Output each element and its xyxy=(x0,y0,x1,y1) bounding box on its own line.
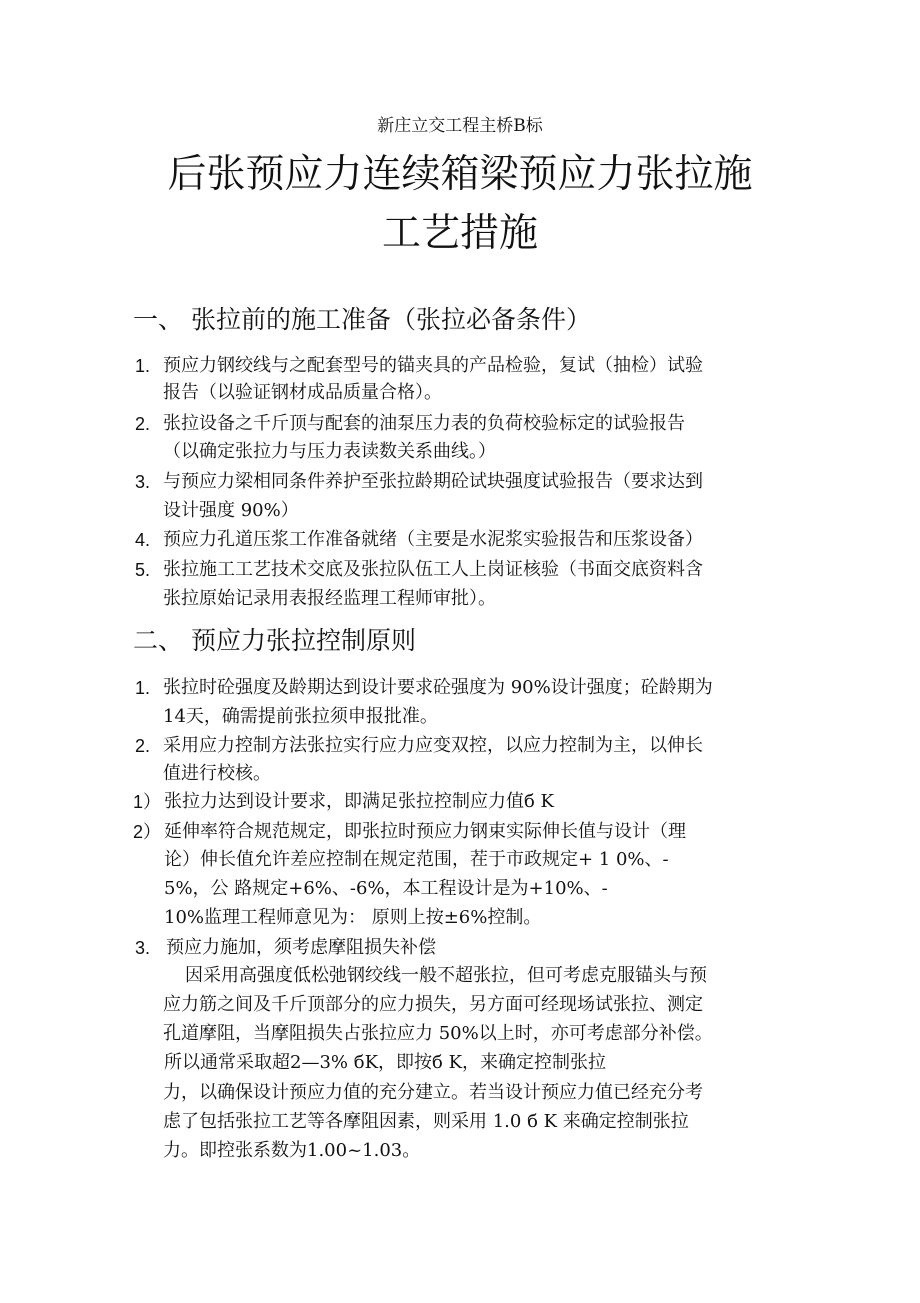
list-item-text: 设计强度 90%） xyxy=(163,500,299,521)
paragraph-line: 力。即控张系数为1.00~1.03。 xyxy=(163,1140,421,1161)
document-subtitle: 新庄立交工程主桥B标 xyxy=(377,116,543,136)
list-item-number: 3. xyxy=(135,472,151,492)
paragraph-line: 孔道摩阻，当摩阻损失占张拉应力 50%以上时，亦可考虑部分补偿。 xyxy=(163,1023,713,1044)
list-item-text: 延伸率符合规范规定，即张拉时预应力钢束实际伸长值与设计（理 xyxy=(164,821,686,842)
list-item-text: 5%，公 路规定+6%、-6%，本工程设计是为+10%、- xyxy=(164,878,608,899)
list-item-text: 14天，确需提前张拉须申报批准。 xyxy=(163,706,438,727)
list-item-number: 3. xyxy=(135,938,151,958)
list-item-text: 张拉力达到设计要求，即满足张拉控制应力值б K xyxy=(164,791,555,812)
list-item-number: 2. xyxy=(135,736,151,756)
document-title-line-1: 后张预应力连续箱梁预应力张拉施 xyxy=(167,152,753,197)
list-item-text: 论）伸长值允许差应控制在规定范围，茬于市政规定+ 1 0%、- xyxy=(164,849,669,870)
paragraph-line: 力，以确保设计预应力值的充分建立。若当设计预应力值已经充分考 xyxy=(163,1082,703,1103)
list-item-text: 报告（以验证钢材成品质量合格）。 xyxy=(163,382,442,403)
document-title-line-2: 工艺措施 xyxy=(381,211,538,256)
list-item-number: 5. xyxy=(135,560,151,580)
paragraph-line: 虑了包括张拉工艺等各摩阻因素，则采用 1.0 б K 来确定控制张拉 xyxy=(163,1111,689,1132)
list-item-number: 1. xyxy=(135,678,151,698)
paragraph-line: 因采用高强度低松弛钢绞线一般不超张拉，但可考虑克服锚头与预 xyxy=(185,965,707,986)
section-1-heading: 一、 张拉前的施工准备（张拉必备条件） xyxy=(133,305,591,334)
list-item-text: 预应力施加，须考虑摩阻损失补偿 xyxy=(166,937,436,958)
list-item-number: 2） xyxy=(133,822,162,842)
paragraph-line: 所以通常采取超2—3% бK，即按б K，来确定控制张拉 xyxy=(164,1052,607,1073)
list-item-text: （以确定张拉力与压力表读数关系曲线。） xyxy=(163,441,496,462)
list-item-text: 10%监理工程师意见为： 原则上按±6%控制。 xyxy=(164,907,542,928)
list-item-text: 张拉施工工艺技术交底及张拉队伍工人上岗证核验（书面交底资料含 xyxy=(163,559,703,580)
list-item-text: 预应力钢绞线与之配套型号的锚夹具的产品检验，复试（抽检）试验 xyxy=(163,355,703,376)
list-item-text: 值进行校核。 xyxy=(163,763,271,784)
list-item-text: 张拉原始记录用表报经监理工程师审批）。 xyxy=(163,588,496,609)
list-item-text: 预应力孔道压浆工作准备就绪（主要是水泥浆实验报告和压浆设备） xyxy=(163,529,703,550)
list-item-number: 1. xyxy=(135,356,151,376)
list-item-text: 采用应力控制方法张拉实行应力应变双控，以应力控制为主，以伸长 xyxy=(163,735,703,756)
list-item-number: 1） xyxy=(133,792,162,812)
list-item-number: 2. xyxy=(135,414,151,434)
list-item-text: 张拉时砼强度及龄期达到设计要求砼强度为 90%设计强度；砼龄期为 xyxy=(163,677,713,698)
section-2-heading: 二、 预应力张拉控制原则 xyxy=(133,626,416,655)
paragraph-line: 应力筋之间及千斤顶部分的应力损失，另方面可经现场试张拉、测定 xyxy=(163,994,703,1015)
list-item-number: 4. xyxy=(135,530,151,550)
list-item-text: 与预应力梁相同条件养护至张拉龄期砼试块强度试验报告（要求达到 xyxy=(163,471,703,492)
list-item-text: 张拉设备之千斤顶与配套的油泵压力表的负荷校验标定的试验报告 xyxy=(163,413,685,434)
